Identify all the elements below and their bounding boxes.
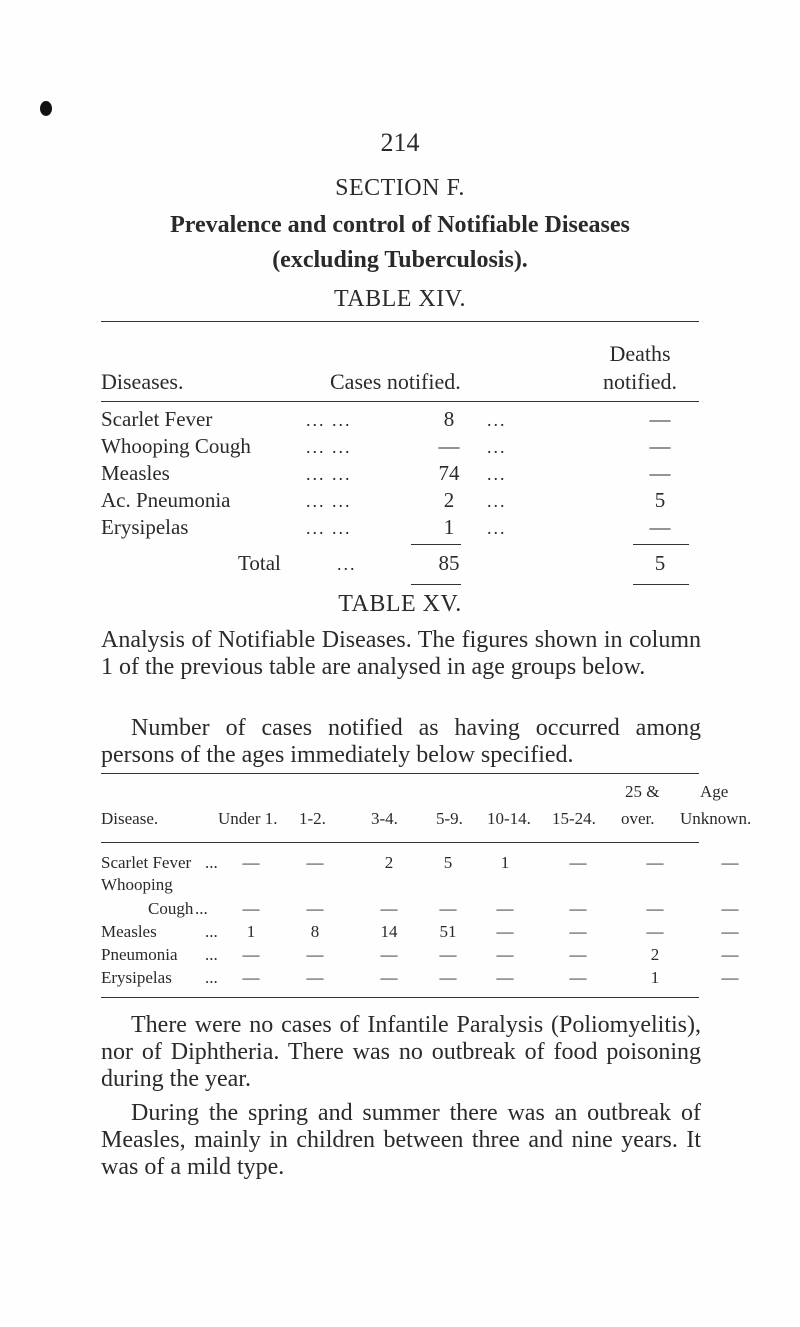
section-title: SECTION F. [335,175,465,201]
table15-cell-disease: Pneumonia [101,945,178,964]
table15-cell-25-over: — [646,899,664,918]
table15-cell-5-9: — [439,968,457,987]
leader-dots: ... [205,945,218,964]
table14-header-disease: Diseases. [101,369,184,394]
table15-header-age-top: Age [700,782,729,801]
table14-top-rule [101,321,699,322]
table15-header-1-2: 1-2. [299,809,326,828]
table15-cell-disease: Whooping [101,875,173,894]
table15-cell-3-4: — [380,968,398,987]
table14-cell-disease: Whooping Cough [101,434,251,458]
table15-header-15-24: 15-24. [552,809,596,828]
table15-cell-3-4: — [380,899,398,918]
table15-cell-1-2: — [306,968,324,987]
table15-header-disease: Disease. [101,809,159,828]
total-rule-cases [411,544,461,545]
table15-cell-5-9: 51 [439,922,457,941]
leader-dots: ... [205,853,218,872]
table15-cell-3-4: 14 [380,922,398,941]
table15-header-under1: Under 1. [218,809,278,828]
table15-cell-disease-line2: Cough [148,899,194,918]
table15-top-rule [101,773,699,774]
table15-cell-15-24: — [569,853,587,872]
table15-cell-under1: — [242,899,260,918]
table14-header-deaths-line1: Deaths [609,341,671,366]
table15-cell-10-14: — [496,945,514,964]
table15-cell-3-4: — [380,945,398,964]
leader-dots: ... [195,899,208,918]
leader-dots: ... [205,968,218,987]
table15-cell-5-9: 5 [443,853,453,872]
table14-cell-disease: Ac. Pneumonia [101,488,231,512]
table14-header-deaths-line2: notified. [603,369,677,394]
table14-cell-disease: Measles [101,461,170,485]
table14-header-cases: Cases notified. [330,369,461,394]
table14-cell-cases: 8 [443,407,455,431]
table15-cell-under1: — [242,853,260,872]
table15-header-25-top: 25 & [625,782,660,801]
leader-dots: ... ... [306,518,352,538]
leader-dots: ... [487,518,507,538]
table15-cell-unknown: — [721,899,739,918]
table15-cell-25-over: — [646,853,664,872]
total-bottom-rule-cases [411,584,461,585]
main-heading-line1: Prevalence and control of Notifiable Diseases [170,212,630,238]
total-bottom-rule-deaths [633,584,689,585]
table15-header-3-4: 3-4. [371,809,398,828]
table15-cell-1-2: — [306,899,324,918]
table14-cell-disease: Scarlet Fever [101,407,213,431]
table15-header-10-14: 10-14. [487,809,531,828]
main-heading-line2: (excluding Tuberculosis). [272,247,528,273]
table15-header-rule [101,842,699,843]
table14-cell-cases: 1 [443,515,455,539]
table15-header-5-9: 5-9. [436,809,463,828]
table15-cell-under1: — [242,945,260,964]
leader-dots: ... [487,464,507,484]
table15-cell-10-14: 1 [500,853,510,872]
table14-cell-cases: — [438,434,460,458]
table14-cell-cases: 2 [443,488,455,512]
table15-cell-unknown: — [721,945,739,964]
table15-cell-15-24: — [569,899,587,918]
table14-total-cases: 85 [438,551,460,575]
table15-cell-under1: 1 [246,922,256,941]
table15-cell-disease: Scarlet Fever [101,853,192,872]
table15-cell-15-24: — [569,922,587,941]
leader-dots: ... ... [306,437,352,457]
table15-header-25-over: over. [621,809,655,828]
table14-total-label: Total [238,551,281,575]
page-number: 214 [380,128,420,157]
table15-cell-10-14: — [496,922,514,941]
table15-cell-15-24: — [569,945,587,964]
table14-total-deaths: 5 [654,551,666,575]
table15-cell-unknown: — [721,853,739,872]
table14-cell-deaths: — [649,461,671,485]
table14-cell-deaths: — [649,515,671,539]
closing-paragraph-2: During the spring and summer there was an outbreak of Measles, mainly in children between three and nine years. It was of a mild type. [101,1100,701,1180]
leader-dots: ... [205,922,218,941]
leader-dots: ... ... [306,491,352,511]
table14-cell-disease: Erysipelas [101,515,189,539]
leader-dots: ... ... [306,410,352,430]
leader-dots: ... [487,437,507,457]
table14-title: TABLE XIV. [334,286,466,312]
table15-cell-10-14: — [496,899,514,918]
table15-cell-25-over: — [646,922,664,941]
leader-dots: ... [487,491,507,511]
table15-cell-15-24: — [569,968,587,987]
table15-cell-disease: Erysipelas [101,968,172,987]
table15-cell-1-2: 8 [310,922,320,941]
leader-dots: ... [487,410,507,430]
table15-cell-5-9: — [439,899,457,918]
leader-dots: ... ... [306,464,352,484]
table14-cell-deaths: — [649,407,671,431]
table15-intro2: Number of cases notified as having occurred among persons of the ages immediately below specified. [101,715,701,768]
closing-paragraph-1: There were no cases of Infantile Paralysis (Poliomyelitis), nor of Diphtheria. There was no outbreak of food poisoning during the year. [101,1012,701,1092]
table15-cell-under1: — [242,968,260,987]
table15-cell-3-4: 2 [384,853,394,872]
ink-speck [40,101,52,116]
table15-cell-unknown: — [721,968,739,987]
leader-dots: ... [337,554,357,574]
table15-header-unknown: Unknown. [680,809,752,828]
table15-cell-disease: Measles [101,922,157,941]
table15-cell-25-over: 2 [650,945,660,964]
table14-cell-deaths: — [649,434,671,458]
table15-title: TABLE XV. [338,591,462,617]
table15-cell-unknown: — [721,922,739,941]
table14-header-rule [101,401,699,402]
table15-cell-5-9: — [439,945,457,964]
table15-cell-1-2: — [306,853,324,872]
table14-cell-deaths: 5 [654,488,666,512]
table15-cell-25-over: 1 [650,968,660,987]
table15-cell-10-14: — [496,968,514,987]
table15-cell-1-2: — [306,945,324,964]
table15-bottom-rule [101,997,699,998]
total-rule-deaths [633,544,689,545]
table15-intro: Analysis of Notifiable Diseases. The figures shown in column 1 of the previous table are analysed in age groups below. [101,627,701,680]
table14-cell-cases: 74 [438,461,460,485]
